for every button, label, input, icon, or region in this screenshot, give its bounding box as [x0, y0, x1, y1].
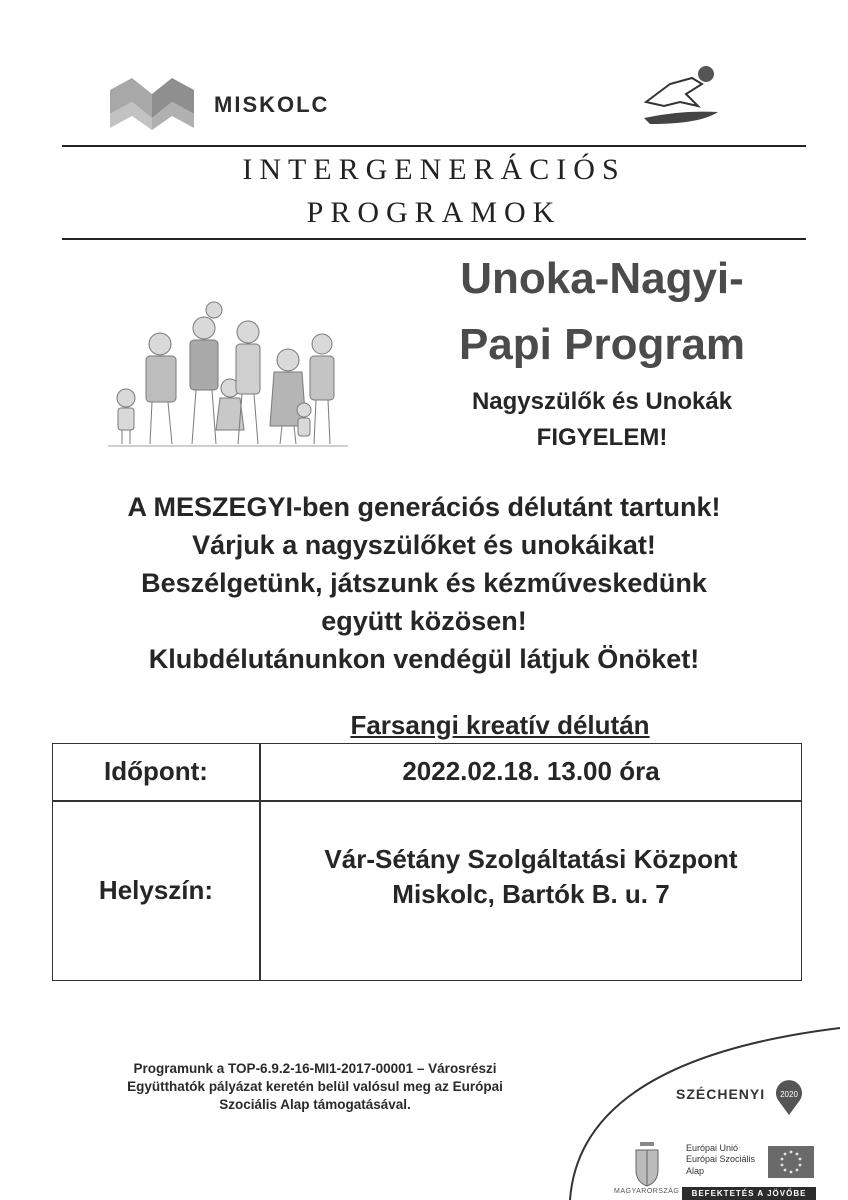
time-value: 2022.02.18. 13.00 óra [402, 756, 660, 787]
funding-note [80, 1060, 550, 1115]
body-text-line: Klubdélutánunkon vendégül látjuk Önöket! [148, 644, 700, 674]
place-value [261, 802, 801, 952]
logo-text: MISKOLC [214, 92, 330, 117]
header-rule-top [62, 145, 806, 147]
header-rule-bottom [62, 238, 806, 240]
miskolc-logo-icon [108, 76, 196, 132]
eu-flag-icon [768, 1146, 814, 1178]
program-title-line1: Unoka-Nagyi- [460, 254, 744, 303]
program-subtitle-line2: FIGYELEM! [536, 424, 668, 451]
place-value-line2: Miskolc, Bartók B. u. 7 [392, 879, 670, 909]
eu-text-line1: Európai Unió [686, 1143, 739, 1153]
body-text-line: Beszélgetünk, játszunk és kézműveskedünk [141, 568, 707, 598]
event-info-table [52, 743, 802, 981]
place-value-line1: Vár-Sétány Szolgáltatási Központ [324, 843, 738, 874]
event-title: Farsangi kreatív délután [350, 710, 650, 740]
eu-text-line2: Európai Szociális [686, 1154, 756, 1165]
invest-future-banner: BEFEKTETÉS A JÖVŐBE [682, 1187, 816, 1200]
szechenyi-label: SZÉCHENYI [676, 1086, 766, 1102]
page-title-line1: INTERGENERÁCIÓS [242, 153, 626, 186]
page-title-line2: PROGRAMOK [306, 196, 562, 229]
time-label: Időpont: [104, 756, 208, 787]
funding-note-line3: Szociális Alap támogatásával. [219, 1097, 411, 1113]
szechenyi-badge-text: 2020 [780, 1090, 798, 1099]
szechenyi-2020-badge-icon [774, 1078, 804, 1116]
body-text-line: együtt közösen! [321, 606, 527, 636]
skateboarder-logo-icon [640, 62, 724, 132]
hungarian-crest-icon [630, 1140, 664, 1188]
eu-fund-text [686, 1143, 755, 1177]
funding-note-line2: Együtthatók pályázat keretén belül valósul meg az Európai [127, 1079, 503, 1095]
body-text-line: Várjuk a nagyszülőket és unokáikat! [192, 530, 656, 560]
eu-text-line3: Alap [686, 1165, 705, 1176]
hungary-gov-label: MAGYARORSZÁG [614, 1188, 680, 1195]
family-illustration-icon [108, 298, 348, 458]
funding-note-line1: Programunk a TOP-6.9.2-16-MI1-2017-00001 – Városrészi [133, 1061, 497, 1076]
place-label: Helyszín: [98, 875, 214, 906]
program-title-line2: Papi Program [458, 320, 746, 369]
program-subtitle-line1: Nagyszülők és Unokák [471, 388, 733, 415]
body-text-line: A MESZEGYI-ben generációs délutánt tartunk! [127, 492, 721, 522]
